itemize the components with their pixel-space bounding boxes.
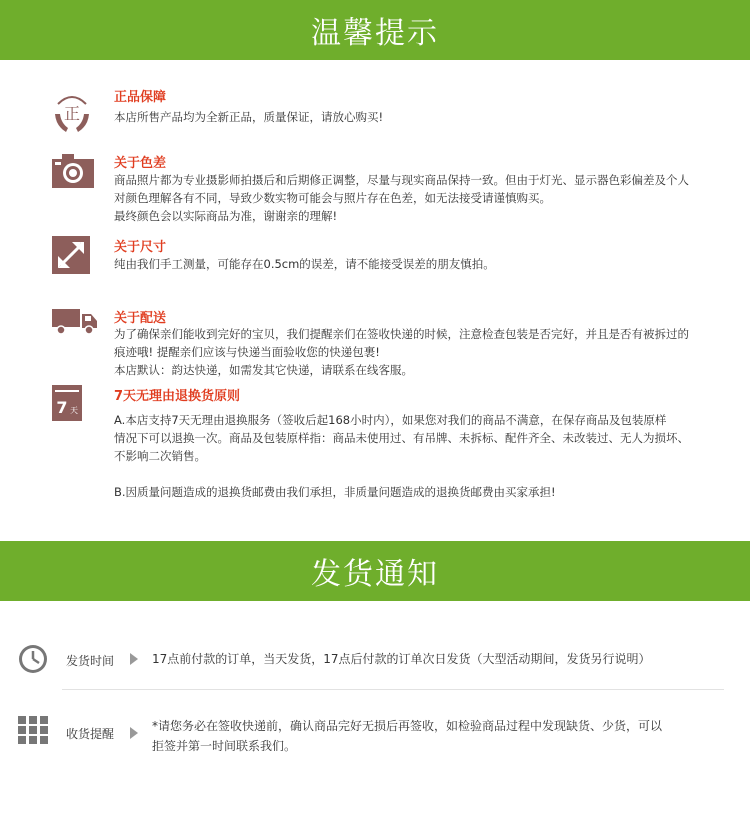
clock-icon bbox=[18, 644, 48, 674]
hands-guarantee-icon bbox=[52, 92, 92, 134]
shipping-text: *请您务必在签收快递前，确认商品完好无损后再签收，如检验商品过程中发现缺货、少货，可以 拒签并第一时间联系我们。 bbox=[152, 719, 663, 753]
divider bbox=[62, 689, 724, 690]
section-genuine bbox=[52, 86, 732, 136]
section-color bbox=[52, 152, 732, 224]
shipping-label: 发货时间 bbox=[66, 654, 115, 668]
chevron-right-icon bbox=[130, 727, 138, 739]
svg-text:7: 7 bbox=[56, 398, 68, 417]
section-title: 关于色差 bbox=[114, 156, 167, 171]
truck-icon bbox=[52, 307, 98, 335]
section-title: 正品保障 bbox=[114, 90, 167, 105]
section-text: 纯由我们手工测量，可能存在0.5cm的误差，请不能接受误差的朋友慎拍。 bbox=[114, 257, 495, 271]
camera-icon bbox=[52, 154, 94, 188]
resize-arrow-icon bbox=[52, 236, 90, 274]
svg-text:正: 正 bbox=[63, 104, 81, 123]
shipping-banner bbox=[0, 541, 750, 601]
section-title: 关于配送 bbox=[114, 311, 167, 326]
shipping-text: 17点前付款的订单，当天发货，17点后付款的订单次日发货（大型活动期间，发货另行说明） bbox=[152, 652, 651, 666]
svg-text:天: 天 bbox=[70, 406, 78, 415]
section-title: 关于尺寸 bbox=[114, 240, 167, 255]
seven-day-calendar-icon bbox=[52, 385, 82, 421]
shipping-time-row bbox=[18, 644, 738, 676]
section-delivery bbox=[52, 307, 732, 379]
section-return bbox=[52, 385, 732, 505]
section-text: 为了确保亲们能收到完好的宝贝，我们提醒亲们在签收快递的时候，注意检查包装是否完好，并且是否有被拆过的 痕迹哦! 提醒亲们应该与快递当面验收您的快递包裹! 本店默认：韵达快递，如需发其它快递，请联系在线客服。 bbox=[114, 327, 689, 377]
shipping-banner-title: 发货通知 bbox=[311, 557, 439, 592]
section-text: 商品照片都为专业摄影师拍摄后和后期修正调整，尽量与现实商品保持一致。但由于灯光、显示器色彩偏差及个人 对颜色理解各有不同，导致少数实物可能会与照片存在色差，如无法接受请谨慎购买。 最终颜色会以实际商品为准，谢谢亲的理解! bbox=[114, 173, 689, 223]
section-text: A.本店支持7天无理由退换服务（签收后起168小时内），如果您对我们的商品不满意，在保存商品及包装原样 情况下可以退换一次。商品及包装原样指：商品未使用过、有吊牌、未拆标、配件齐全、未改装过、无人为损坏、 不影响二次销售。 B.因质量问题造成的退换货邮费由我们承担，非质量问题造成的退换货邮费由买家承担! bbox=[114, 413, 689, 499]
tips-banner-title: 温馨提示 bbox=[311, 16, 439, 51]
section-size bbox=[52, 236, 732, 286]
receipt-reminder-row bbox=[18, 716, 738, 758]
tips-banner bbox=[0, 0, 750, 60]
shipping-label: 收货提醒 bbox=[66, 727, 115, 741]
grid-icon bbox=[18, 716, 48, 744]
section-title: 7天无理由退换货原则 bbox=[114, 389, 241, 404]
section-text: 本店所售产品均为全新正品，质量保证，请放心购买! bbox=[114, 110, 384, 124]
chevron-right-icon bbox=[130, 653, 138, 665]
